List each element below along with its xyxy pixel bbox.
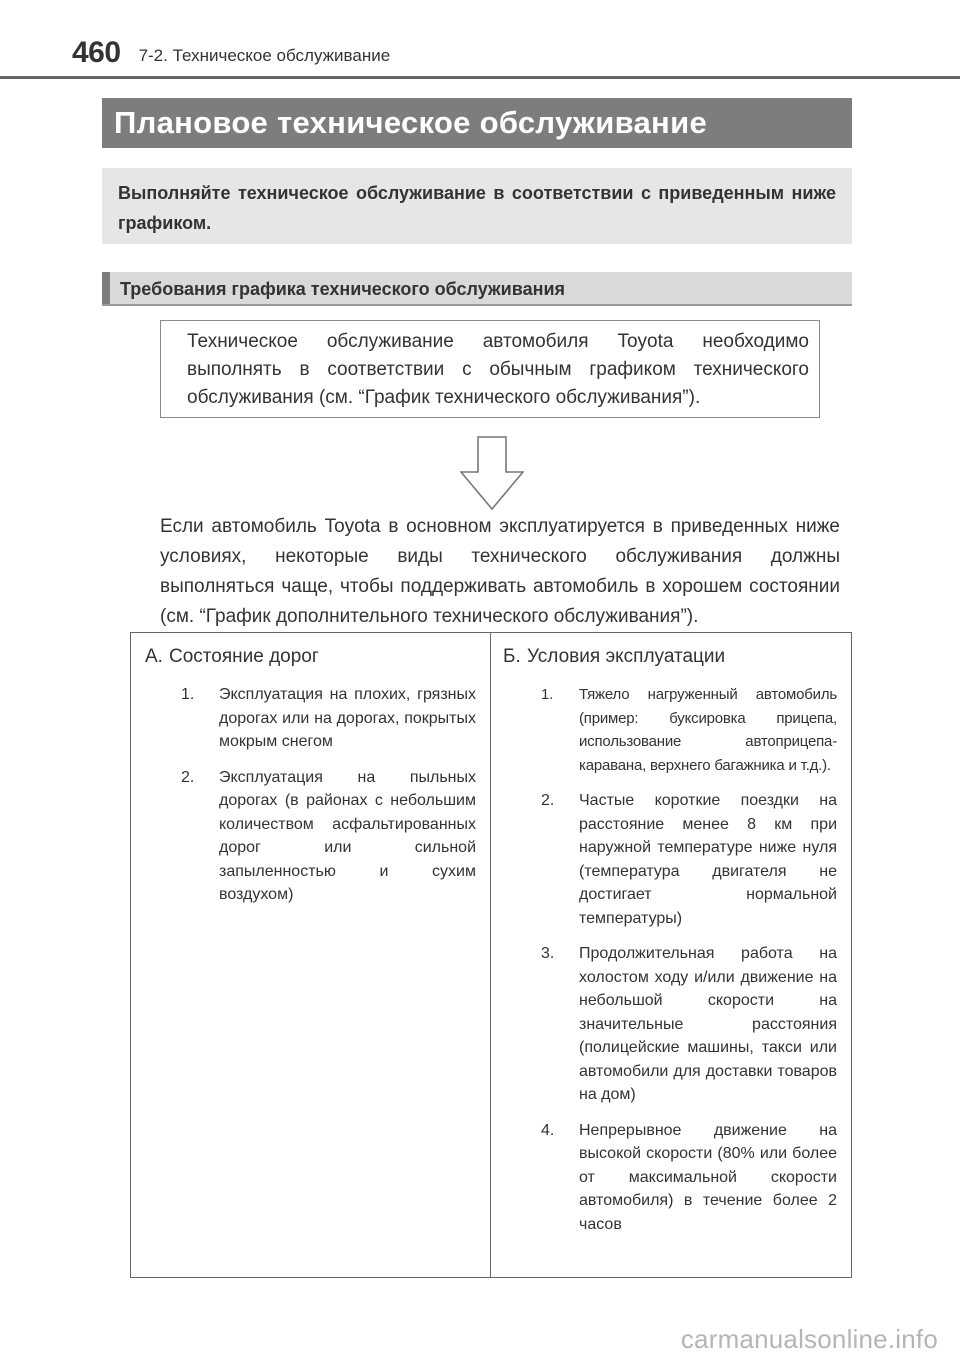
list-item bbox=[503, 789, 837, 930]
list-item bbox=[503, 683, 837, 777]
subsection-heading-text: Требования графика технического обслуживания bbox=[120, 279, 566, 299]
chapter-title: 7-2. Техническое обслуживание bbox=[138, 46, 391, 65]
heading-bar bbox=[102, 272, 110, 304]
header-rule bbox=[0, 76, 960, 79]
conditions-table bbox=[130, 632, 852, 1278]
item-number: 3. bbox=[541, 945, 555, 962]
item-text: Продолжительная работа на холостом ходу и/или движение на небольшой скорости на значительные расстояния (полицейские машины, такси или автомобили для доставки товаров на дом) bbox=[579, 945, 837, 1103]
column-letter: А. bbox=[145, 646, 163, 667]
list-item bbox=[145, 683, 476, 754]
item-text: Частые короткие поездки на расстояние менее 8 км при наружной температуре ниже нуля (температура двигателя не достигает нормальной температуры) bbox=[579, 792, 837, 927]
item-text: Эксплуатация на плохих, грязных дорогах или на дорогах, покрытых мокрым снегом bbox=[219, 686, 476, 750]
page-number: 460 bbox=[72, 36, 121, 69]
page-header bbox=[72, 30, 390, 70]
item-number: 1. bbox=[181, 686, 195, 703]
road-conditions-title bbox=[145, 643, 476, 671]
requirement-box: Техническое обслуживание автомобиля Toyota необходимо выполнять в соответствии с обычным графиком технического обслуживания (см. “График технического обслуживания”). bbox=[160, 320, 820, 418]
list-item bbox=[145, 766, 476, 907]
subsection-heading bbox=[102, 272, 852, 306]
list-item bbox=[503, 1119, 837, 1237]
road-conditions-column bbox=[131, 633, 491, 1277]
intro-box: Выполняйте техническое обслуживание в соответствии с приведенным ниже графиком. bbox=[102, 168, 852, 244]
item-text: Непрерывное движение на высокой скорости (80% или более от максимальной скорости автомобиля) в течение более 2 часов bbox=[579, 1121, 837, 1233]
item-number: 4. bbox=[541, 1121, 555, 1139]
item-number: 2. bbox=[181, 768, 195, 786]
item-text: Эксплуатация на пыльных дорогах (в районах с небольшим количеством асфальтированных дорог или сильной запыленностью и сухим воздухом) bbox=[219, 768, 476, 903]
operating-conditions-column bbox=[491, 633, 851, 1277]
column-title-text: Состояние дорог bbox=[169, 646, 319, 667]
item-number: 1. bbox=[541, 686, 554, 703]
item-number: 2. bbox=[541, 792, 555, 809]
column-title-text: Условия эксплуатации bbox=[527, 646, 726, 667]
list-item bbox=[503, 942, 837, 1107]
frequent-maintenance-note: Если автомобиль Toyota в основном эксплуатируется в приведенных ниже условиях, некоторые виды технического обслуживания должны выполняться чаще, чтобы поддерживать автомобиль в хорошем состоянии (см. “График дополнительного технического обслуживания”). bbox=[160, 516, 840, 627]
operating-conditions-title bbox=[503, 643, 837, 671]
item-text: Тяжело нагруженный автомобиль (пример: буксировка прицепа, использование автоприцепа-каравана, верхнего багажника и т.д.). bbox=[579, 686, 837, 774]
section-title: Плановое техническое обслуживание bbox=[102, 98, 852, 148]
column-letter: Б. bbox=[503, 646, 521, 667]
down-arrow-icon bbox=[460, 436, 524, 510]
watermark: carmanualsonline.info bbox=[680, 1324, 938, 1354]
